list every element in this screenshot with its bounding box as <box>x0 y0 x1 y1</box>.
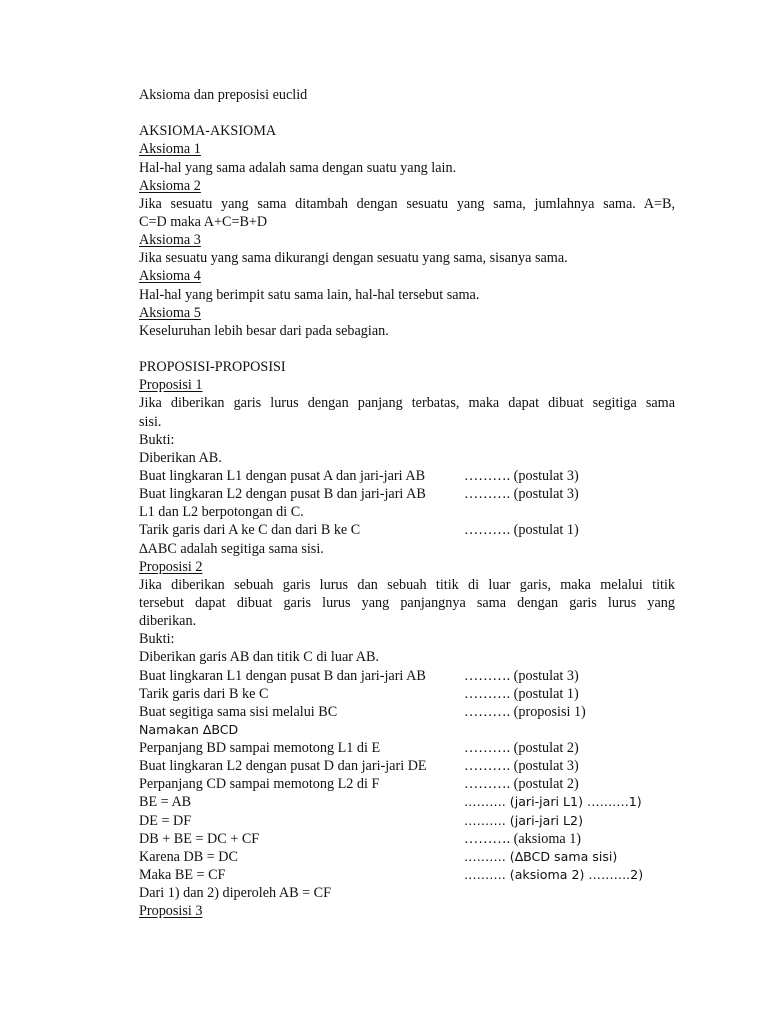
aksioma-3-text: Jika sesuatu yang sama dikurangi dengan sesuatu yang sama, sisanya sama. <box>139 250 568 267</box>
proof-step-text: Namakan ∆BCD <box>139 721 239 737</box>
aksioma-2-text: C=D maka A+C=B+D <box>139 213 268 230</box>
proof-step-reason: ………. (proposisi 1) <box>464 703 586 720</box>
proof-step-reason: ………. (postulat 2) <box>464 776 579 793</box>
proof-step-text: Buat lingkaran L2 dengan pusat D dan jari-jari DE <box>139 758 427 775</box>
proof-step-reason: ………. (postulat 3) <box>464 758 579 775</box>
proposisi-2-label: Proposisi 2 <box>139 558 203 575</box>
proof-step-text: Perpanjang CD sampai memotong L2 di F <box>139 776 380 793</box>
proposisi-1-label: Proposisi 1 <box>139 377 203 394</box>
aksioma-5-text: Keseluruhan lebih besar dari pada sebagian. <box>139 322 389 339</box>
aksioma-heading: AKSIOMA-AKSIOMA <box>139 123 277 140</box>
proposisi-3-label: Proposisi 3 <box>139 903 203 920</box>
proof-step-reason: ………. (postulat 3) <box>464 667 579 684</box>
proof-step <box>139 503 675 521</box>
proof-step <box>139 467 675 485</box>
proof-step-text: Buat lingkaran L1 dengan pusat A dan jari-jari AB <box>139 467 426 484</box>
proof-step <box>139 866 675 884</box>
proof-step-text: BE = AB <box>139 794 192 811</box>
aksioma-1-label: Aksioma 1 <box>139 141 201 158</box>
proof-step <box>139 685 675 703</box>
document-title: Aksioma dan preposisi euclid <box>139 87 308 103</box>
proof-step <box>139 757 675 775</box>
proof-step-text: Tarik garis dari B ke C <box>139 685 269 702</box>
proposisi-1-given: Diberikan AB. <box>139 449 222 466</box>
proof-step <box>139 521 675 539</box>
proof-step-reason: ………. (∆BCD sama sisi) <box>464 848 618 864</box>
aksioma-2-label: Aksioma 2 <box>139 177 201 194</box>
proof-step-reason: ………. (aksioma 2) ……….2) <box>464 867 644 883</box>
proposisi-1-statement: sisi. <box>139 413 162 430</box>
proof-step-reason: ………. (jari-jari L1) ……….1) <box>464 794 642 810</box>
proof-step-reason: ………. (jari-jari L2) <box>464 812 583 828</box>
document-page <box>139 86 675 920</box>
proof-step <box>139 485 675 503</box>
proof-step-text: Perpanjang BD sampai memotong L1 di E <box>139 740 381 757</box>
proof-step <box>139 793 675 811</box>
proof-step <box>139 703 675 721</box>
proof-step <box>139 812 675 830</box>
proof-step-text: Buat segitiga sama sisi melalui BC <box>139 703 338 720</box>
aksioma-2-text: Jika sesuatu yang sama ditambah dengan sesuatu yang sama, jumlahnya sama. A=B, <box>139 195 675 212</box>
proof-step-reason: ………. (aksioma 1) <box>464 830 582 847</box>
proof-step-text: DB + BE = DC + CF <box>139 830 260 847</box>
proof-step <box>139 721 675 739</box>
proof-step-text: Buat lingkaran L1 dengan pusat B dan jari-jari AB <box>139 667 426 684</box>
proof-step-text: Karena DB = DC <box>139 848 239 865</box>
proof-step-reason: ………. (postulat 3) <box>464 486 579 503</box>
proof-step <box>139 830 675 848</box>
proposisi-2-conclusion: Dari 1) dan 2) diperoleh AB = CF <box>139 885 332 902</box>
proof-step-text: DE = DF <box>139 812 192 829</box>
proof-step-text: Maka BE = CF <box>139 867 226 884</box>
proposisi-2-statement: diberikan. <box>139 613 197 630</box>
proposisi-2-statement: tersebut dapat dibuat garis lurus yang panjangnya sama dengan garis lurus yang <box>139 594 675 611</box>
proposisi-1-conclusion: ∆ABC adalah segitiga sama sisi. <box>139 540 324 557</box>
proof-step-reason: ………. (postulat 2) <box>464 740 579 757</box>
aksioma-4-label: Aksioma 4 <box>139 268 201 285</box>
proof-step-reason: ………. (postulat 1) <box>464 522 579 539</box>
proof-step-text: L1 dan L2 berpotongan di C. <box>139 504 304 521</box>
aksioma-4-text: Hal-hal yang berimpit satu sama lain, hal-hal tersebut sama. <box>139 286 480 303</box>
proof-step <box>139 667 675 685</box>
proof-step-reason: ………. (postulat 1) <box>464 685 579 702</box>
proof-step <box>139 739 675 757</box>
proposisi-heading: PROPOSISI-PROPOSISI <box>139 359 286 376</box>
proposisi-2-statement: Jika diberikan sebuah garis lurus dan sebuah titik di luar garis, maka melalui titik <box>139 576 675 593</box>
proposisi-2-bukti: Bukti: <box>139 631 175 648</box>
aksioma-3-label: Aksioma 3 <box>139 232 201 249</box>
proof-step-text: Tarik garis dari A ke C dan dari B ke C <box>139 522 361 539</box>
proof-step <box>139 848 675 866</box>
spacer <box>139 340 675 358</box>
proof-step-reason: ………. (postulat 3) <box>464 467 579 484</box>
proof-step-text: Buat lingkaran L2 dengan pusat B dan jari-jari AB <box>139 486 426 503</box>
proof-step <box>139 775 675 793</box>
spacer <box>139 104 675 122</box>
aksioma-5-label: Aksioma 5 <box>139 304 201 321</box>
proposisi-2-given: Diberikan garis AB dan titik C di luar AB. <box>139 649 379 666</box>
aksioma-1-text: Hal-hal yang sama adalah sama dengan suatu yang lain. <box>139 159 457 176</box>
proposisi-1-statement: Jika diberikan garis lurus dengan panjang terbatas, maka dapat dibuat segitiga sama <box>139 395 675 412</box>
proposisi-1-bukti: Bukti: <box>139 431 175 448</box>
